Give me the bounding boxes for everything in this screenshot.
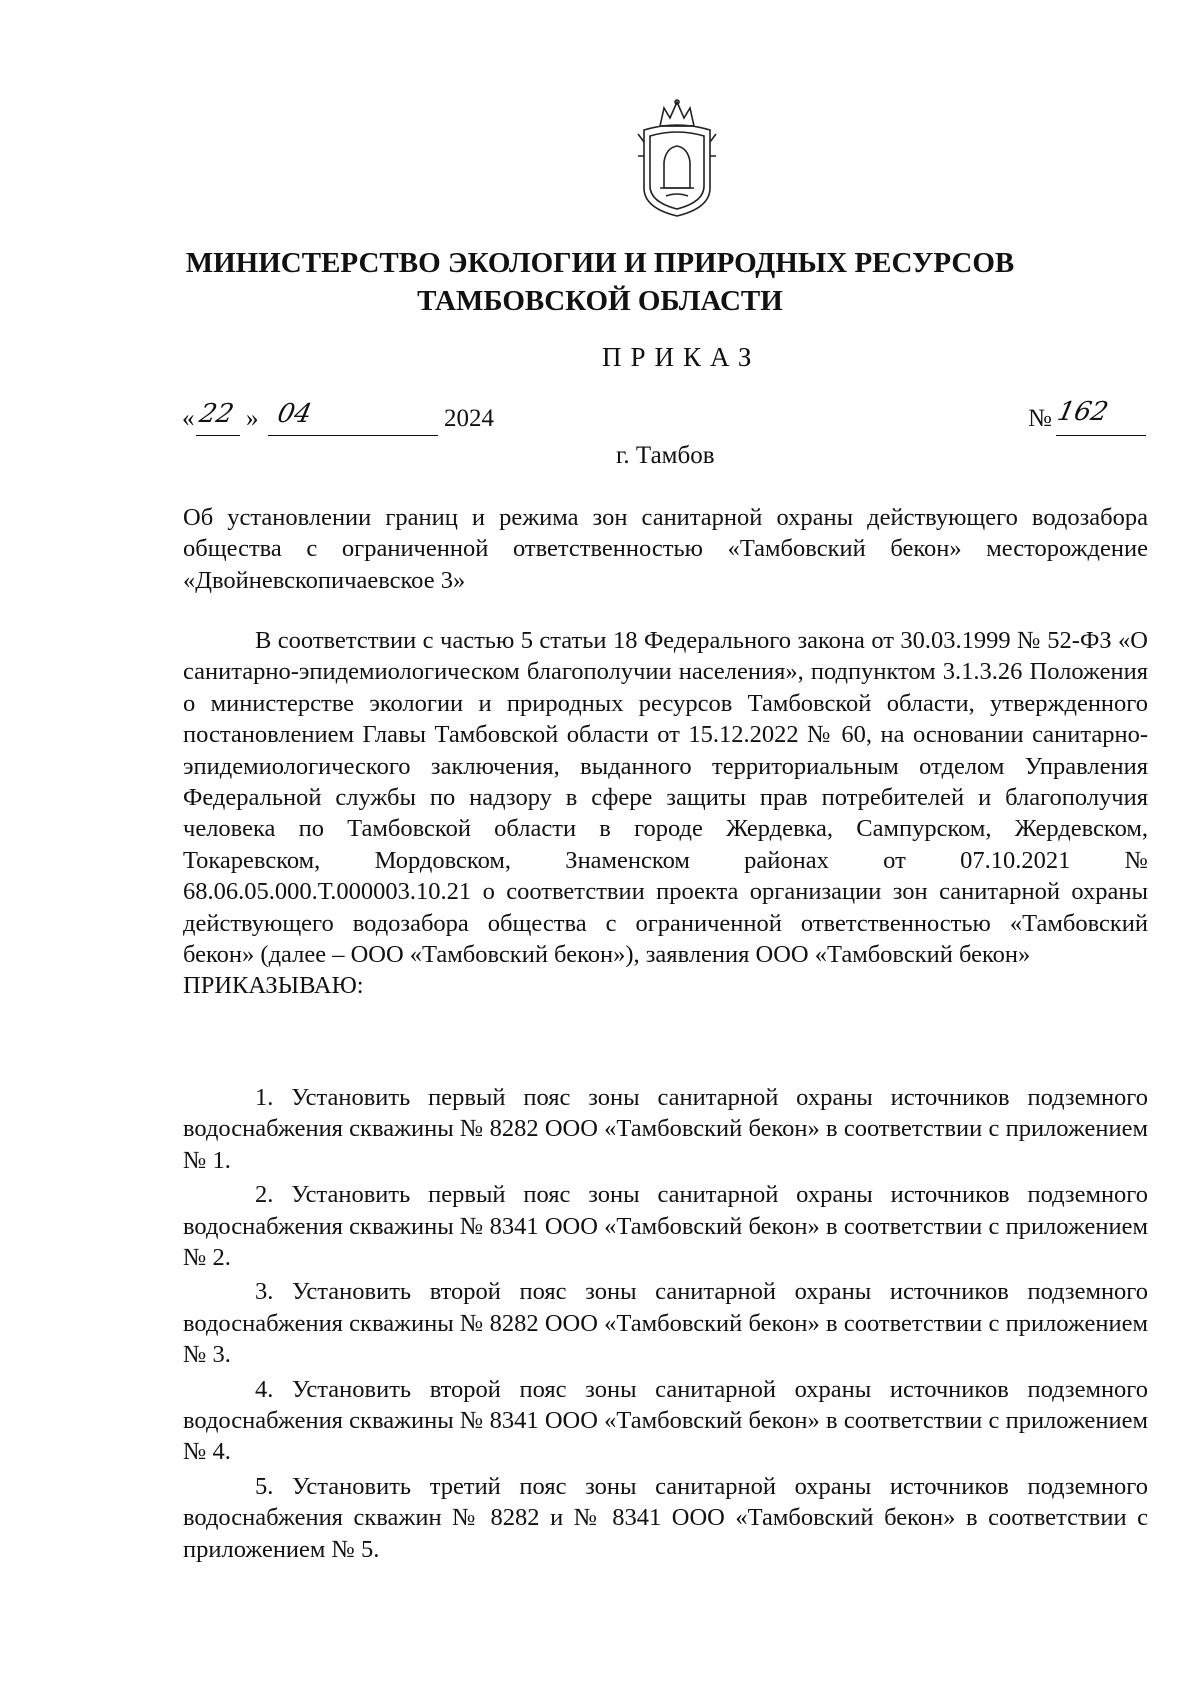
order-item-4: 4. Установить второй пояс зоны санитарной охраны источников подземного водоснабжения скважины № 8341 ООО «Тамбовский бекон» в соответствии с приложением № 4. bbox=[183, 1375, 1148, 1466]
handwritten-number: 162 bbox=[1054, 397, 1111, 427]
number-underline bbox=[1056, 435, 1146, 436]
order-subject bbox=[183, 502, 1148, 596]
order-number bbox=[1028, 397, 1111, 433]
ministry-name-line2: ТАМБОВСКОЙ ОБЛАСТИ bbox=[417, 285, 783, 317]
date-close-quote: » bbox=[246, 405, 259, 432]
month-underline bbox=[268, 435, 438, 436]
number-sign: № bbox=[1028, 405, 1052, 432]
date-year: 2024 bbox=[444, 405, 494, 432]
order-item-2: 2. Установить первый пояс зоны санитарной охраны источников подземного водоснабжения скважины № 8341 ООО «Тамбовский бекон» в соответствии с приложением № 2. bbox=[183, 1181, 1148, 1272]
city-line: г. Тамбов bbox=[616, 442, 715, 469]
order-word: ПРИКАЗЫВАЮ: bbox=[183, 972, 364, 1000]
order-item-3: 3. Установить второй пояс зоны санитарной охраны источников подземного водоснабжения скважины № 8282 ООО «Тамбовский бекон» в соответствии с приложением № 3. bbox=[183, 1278, 1148, 1369]
order-item-5: 5. Установить третий пояс зоны санитарной охраны источников подземного водоснабжения скважин № 8282 и № 8341 ООО «Тамбовский бекон» в соответствии с приложением № 5. bbox=[183, 1472, 1148, 1563]
document-type-title: ПРИКАЗ bbox=[602, 342, 761, 372]
day-underline bbox=[196, 435, 240, 436]
ministry-name-line1: МИНИСТЕРСТВО ЭКОЛОГИИ И ПРИРОДНЫХ РЕСУРСОВ bbox=[185, 247, 1015, 279]
preamble-text: В соответствии с частью 5 статьи 18 Федерального закона от 30.03.1999 № 52-ФЗ «О санитарно-эпидемиологическом благополучии населения», подпунктом 3.1.3.26 Положения о министерстве экологии и природных ресурсов Тамбовской области, утвержденного постановлением Главы Тамбовской области от 15.12.2022 № 60, на основании санитарно-эпидемиологического заключения, выданного территориальным отделом Управления Федеральной службы по надзору в сфере защиты прав потребителей и благополучия человека по Тамбовской области в городе Жердевка, Сампурском, Жердевском, Токаревском, Мордовском, Знаменском районах от 07.10.2021 № 68.06.05.000.Т.000003.10.21 о соответствии проекта организации зон санитарной охраны действующего водозабора общества с ограниченной ответственностью «Тамбовский бекон» (далее – ООО «Тамбовский бекон»), заявления ООО «Тамбовский бекон» bbox=[183, 627, 1148, 969]
order-item-1: 1. Установить первый пояс зоны санитарной охраны источников подземного водоснабжения скважины № 8282 ООО «Тамбовский бекон» в соответствии с приложением № 1. bbox=[183, 1084, 1148, 1174]
handwritten-day: 22 bbox=[196, 399, 237, 429]
order-items bbox=[183, 1082, 1148, 1568]
date-open-quote: « bbox=[182, 405, 195, 432]
coat-of-arms-emblem bbox=[630, 96, 724, 220]
order-preamble bbox=[183, 625, 1148, 1002]
subject-text: Об установлении границ и режима зон санитарной охраны действующего водозабора общества с ограниченной ответственностью «Тамбовский бекон» месторождение «Двойневскопичаевское 3» bbox=[183, 504, 1148, 594]
handwritten-month: 04 bbox=[274, 399, 315, 429]
